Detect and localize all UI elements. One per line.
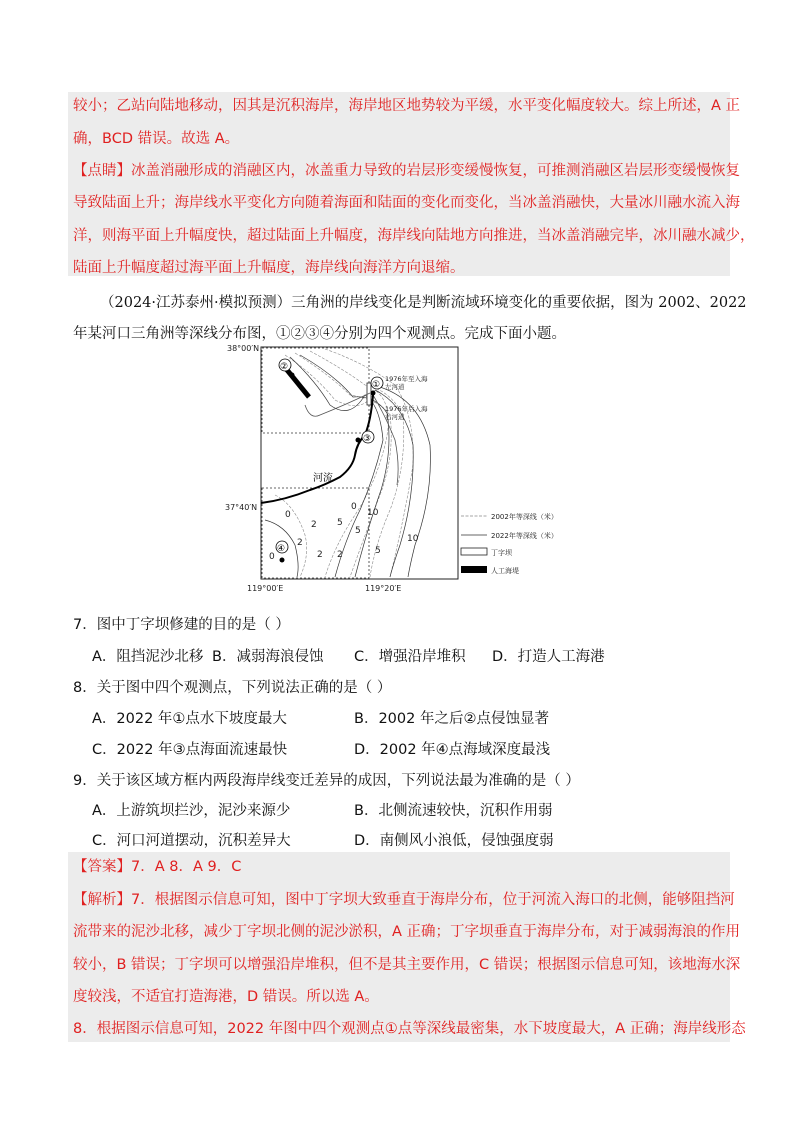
depth-label: 10 xyxy=(367,508,379,518)
analysis-line2: 流带来的泥沙北移，减少丁字坝北侧的泥沙淤积，A 正确；丁字坝垂直于海岸分布，对于减弱海浪的作用 xyxy=(73,924,741,940)
depth-label: 2 xyxy=(317,550,323,560)
answer-label: 【答案】 xyxy=(73,859,131,875)
river-label: 河流 xyxy=(313,473,333,484)
depth-label: 0 xyxy=(351,502,357,512)
annot-left-channel-1: 1976年至入海 xyxy=(385,375,428,383)
lat-top-label: 38°00′N xyxy=(227,345,260,353)
legend-groyne xyxy=(461,548,487,555)
analysis-top-line2: 确，BCD 错误。故选 A。 xyxy=(73,131,240,147)
analysis-label: 【解析】 xyxy=(73,892,131,908)
depth-label: 5 xyxy=(355,526,361,536)
analysis-line4: 度较浅，不适宜打造海港，D 错误。所以选 A。 xyxy=(73,989,379,1005)
annot-left-channel-2: 左河道 xyxy=(385,383,405,391)
q7-stem: 7．图中丁字坝修建的目的是（ ） xyxy=(73,617,290,633)
point1-label: ① xyxy=(372,380,381,390)
tip-line2: 导致陆面上升；海岸线水平变化方向随着海面和陆面的变化而变化，当冰盖消融快，大量冰川融水流入海 xyxy=(73,195,740,211)
q8-option-b[interactable]: B．2002 年之后②点侵蚀显著 xyxy=(354,711,549,727)
delta-isobath-map xyxy=(225,345,585,595)
isobaths-2022 xyxy=(265,355,430,577)
dashed-box-north xyxy=(262,348,369,433)
q7-option-c[interactable]: C．增强沿岸堆积 xyxy=(354,649,466,665)
point3-dot xyxy=(356,438,361,443)
depth-label: 5 xyxy=(375,546,381,556)
point4-label: ④ xyxy=(277,544,286,554)
depth-label: 2 xyxy=(297,538,303,548)
q8-stem: 8．关于图中四个观测点，下列说法正确的是（ ） xyxy=(73,680,392,696)
q8-option-c[interactable]: C．2022 年③点海面流速最快 xyxy=(92,742,288,758)
legend-text-groyne: 丁字坝 xyxy=(491,549,512,557)
depth-label: 0 xyxy=(285,510,291,520)
q7-option-b[interactable]: B．减弱海浪侵蚀 xyxy=(212,649,324,665)
point1-dot xyxy=(371,391,376,396)
point4-dot xyxy=(280,558,285,563)
q7-option-a[interactable]: A．阻挡泥沙北移 xyxy=(92,649,204,665)
annot-right-channel-1: 1976年后入海 xyxy=(385,405,428,413)
analysis-line1 xyxy=(73,890,735,910)
q9-option-d[interactable]: D．南侧风小浪低，侵蚀强度弱 xyxy=(354,833,554,849)
answer-line xyxy=(73,857,241,877)
map-frame xyxy=(261,347,458,579)
q9-option-b[interactable]: B．北侧流速较快，沉积作用弱 xyxy=(354,803,553,819)
depth-label: 5 xyxy=(337,518,343,528)
legend-text-2022: 2022年等深线（米） xyxy=(491,532,558,540)
depth-label: 0 xyxy=(269,552,275,562)
lat-mid-label: 37°40′N xyxy=(225,503,258,512)
river xyxy=(261,395,373,503)
q8-option-a[interactable]: A．2022 年①点水下坡度最大 xyxy=(92,711,287,727)
analysis-line5: 8．根据图示信息可知，2022 年图中四个观测点①点等深线最密集，水下坡度最大，A 正确；海岸线形态 xyxy=(73,1021,746,1037)
analysis-line3: 较小，B 错误；丁字坝可以增强沿岸堆积，但不是其主要作用，C 错误；根据图示信息可知，该地海水深 xyxy=(73,957,741,973)
depth-label: 2 xyxy=(311,520,317,530)
answer-text: 7．A 8．A 9．C xyxy=(131,859,242,875)
legend-text-seawall: 人工海堤 xyxy=(491,567,519,575)
tip-line3: 洋，则海平面上升幅度快，超过陆面上升幅度，海岸线向陆地方向推进，当冰盖消融完毕，冰川融水减少， xyxy=(73,228,755,244)
analysis-text1: 7．根据图示信息可知，图中丁字坝大致垂直于海岸分布，位于河流入海口的北侧，能够阻挡河 xyxy=(131,892,735,908)
q9-option-a[interactable]: A．上游筑坝拦沙，泥沙来源少 xyxy=(92,803,291,819)
depth-label: 10 xyxy=(407,534,419,544)
q9-option-c[interactable]: C．河口河道摆动，沉积差异大 xyxy=(92,833,291,849)
lon-left-label: 119°00′E xyxy=(247,584,284,593)
tip-line1 xyxy=(73,161,740,181)
tip-line4: 陆面上升幅度超过海平面上升幅度，海岸线向海洋方向退缩。 xyxy=(73,260,465,276)
depth-label: 2 xyxy=(337,550,343,560)
annot-right-channel-2: 右河道 xyxy=(385,413,405,421)
analysis-shade-bottom xyxy=(68,852,730,1042)
legend-seawall xyxy=(461,566,487,573)
lon-right-label: 119°20′E xyxy=(365,584,402,593)
intro-line2: 年某河口三角洲等深线分布图，①②③④分别为四个观测点。完成下面小题。 xyxy=(73,326,566,342)
tip-label: 【点睛】 xyxy=(73,163,131,179)
q8-option-d[interactable]: D．2002 年④点海域深度最浅 xyxy=(354,742,551,758)
point2-dot xyxy=(290,373,295,378)
point3-label: ③ xyxy=(363,434,372,444)
map-legend xyxy=(461,512,558,575)
tip-text1: 冰盖消融形成的消融区内，冰盖重力导致的岩层形变缓慢恢复，可推测消融区岩层形变缓慢恢复 xyxy=(131,163,740,179)
legend-text-2002: 2002年等深线（米） xyxy=(491,513,558,521)
channel-left-1976 xyxy=(305,393,370,416)
intro-line1: （2024·江苏泰州·模拟预测）三角洲的岸线变化是判断流域环境变化的重要依据，图为 2002、2022 xyxy=(100,295,747,311)
point2-label: ② xyxy=(280,362,289,372)
analysis-shade-top xyxy=(68,92,730,276)
q9-stem: 9．关于该区域方框内两段海岸线变迁差异的成因，下列说法最为准确的是（ ） xyxy=(73,773,580,789)
q7-option-d[interactable]: D．打造人工海港 xyxy=(492,649,605,665)
analysis-top-line1: 较小；乙站向陆地移动，因其是沉积海岸，海岸地区地势较为平缓，水平变化幅度较大。综上所述，A 正 xyxy=(73,98,741,114)
